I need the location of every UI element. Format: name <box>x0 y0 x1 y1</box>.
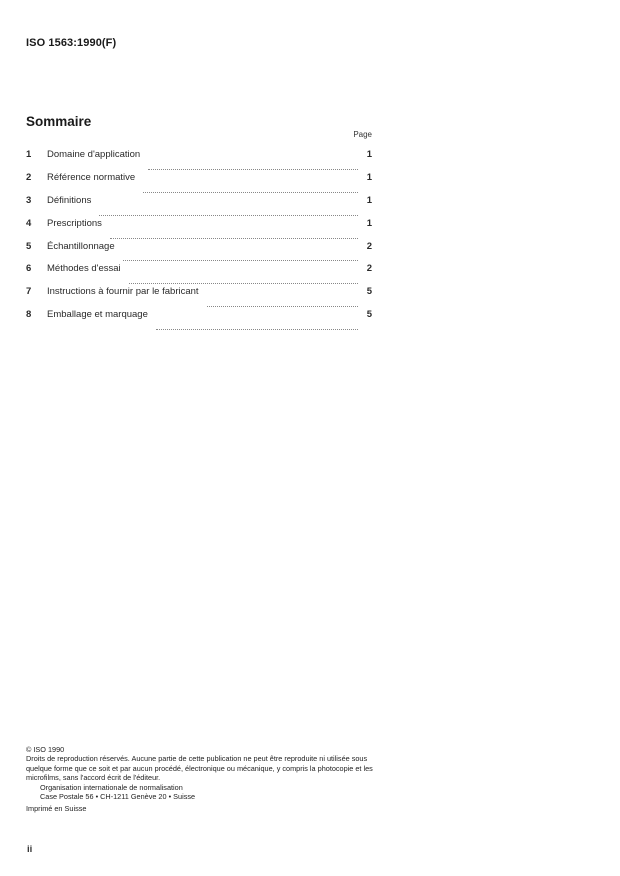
toc-entry-label: Domaine d'application <box>47 149 141 160</box>
toc-entry-page: 1 <box>366 171 372 183</box>
toc-entry[interactable] <box>26 149 372 172</box>
toc-entry[interactable] <box>26 172 372 195</box>
toc-entry-label: Référence normative <box>47 171 136 183</box>
toc-entry-page: 1 <box>366 217 372 229</box>
toc-entry-number: 8 <box>26 309 32 321</box>
toc-entry-number: 7 <box>26 286 32 298</box>
toc-entry[interactable] <box>26 286 372 309</box>
dot-leader <box>129 282 358 284</box>
toc-entry-label: Emballage et marquage <box>47 309 148 321</box>
copyright-footer <box>26 745 376 814</box>
printed-in: Imprimé en Suisse <box>26 804 87 814</box>
toc-entry-page: 5 <box>366 286 372 298</box>
dot-leader <box>143 191 358 193</box>
toc-entry[interactable] <box>26 263 372 286</box>
toc-title: Sommaire <box>26 114 92 129</box>
rights-statement: Droits de reproduction réservés. Aucune partie de cette publication ne peut être reproduite ni utilisée sous quelque forme que ce soit et par aucun procédé, électronique ou mécanique, y compris la photocopie et les microfilms, sans l'accord écrit de l'éditeur. <box>26 754 373 783</box>
page-column-label: Page <box>353 130 372 139</box>
copyright-notice: © ISO 1990 <box>26 745 65 754</box>
page-number: ii <box>27 844 33 855</box>
dot-leader <box>123 259 358 261</box>
toc-entry-number: 5 <box>26 240 32 252</box>
toc-entry-page: 1 <box>366 194 372 206</box>
dot-leader <box>156 328 358 330</box>
toc-entry[interactable] <box>26 309 372 332</box>
toc-entry[interactable] <box>26 195 372 218</box>
toc-entry-number: 2 <box>26 171 32 183</box>
toc-entry-page: 5 <box>366 309 372 321</box>
dot-leader <box>207 305 358 307</box>
toc-entry-number: 1 <box>26 149 32 160</box>
toc-entry-number: 6 <box>26 263 32 275</box>
toc-entry-label: Instructions à fournir par le fabricant <box>47 286 199 298</box>
dot-leader <box>110 237 358 239</box>
toc-entry-number: 4 <box>26 217 32 229</box>
dot-leader <box>99 214 358 216</box>
organization-name: Organisation internationale de normalisation <box>40 782 183 792</box>
toc-entry-label: Prescriptions <box>47 217 102 229</box>
toc-entry[interactable] <box>26 218 372 241</box>
toc-entry-label: Méthodes d'essai <box>47 263 121 275</box>
toc-entry-number: 3 <box>26 194 32 206</box>
table-of-contents <box>26 149 372 332</box>
toc-entry-label: Échantillonnage <box>47 240 115 252</box>
toc-entry-page: 2 <box>366 263 372 275</box>
postal-address: Case Postale 56 • CH-1211 Genève 20 • Suisse <box>40 792 196 802</box>
dot-leader <box>148 168 358 170</box>
toc-entry-label: Définitions <box>47 194 92 206</box>
toc-entry-page: 1 <box>366 149 372 160</box>
toc-entry-page: 2 <box>366 240 372 252</box>
document-reference: ISO 1563:1990(F) <box>26 37 117 49</box>
toc-entry[interactable] <box>26 241 372 264</box>
